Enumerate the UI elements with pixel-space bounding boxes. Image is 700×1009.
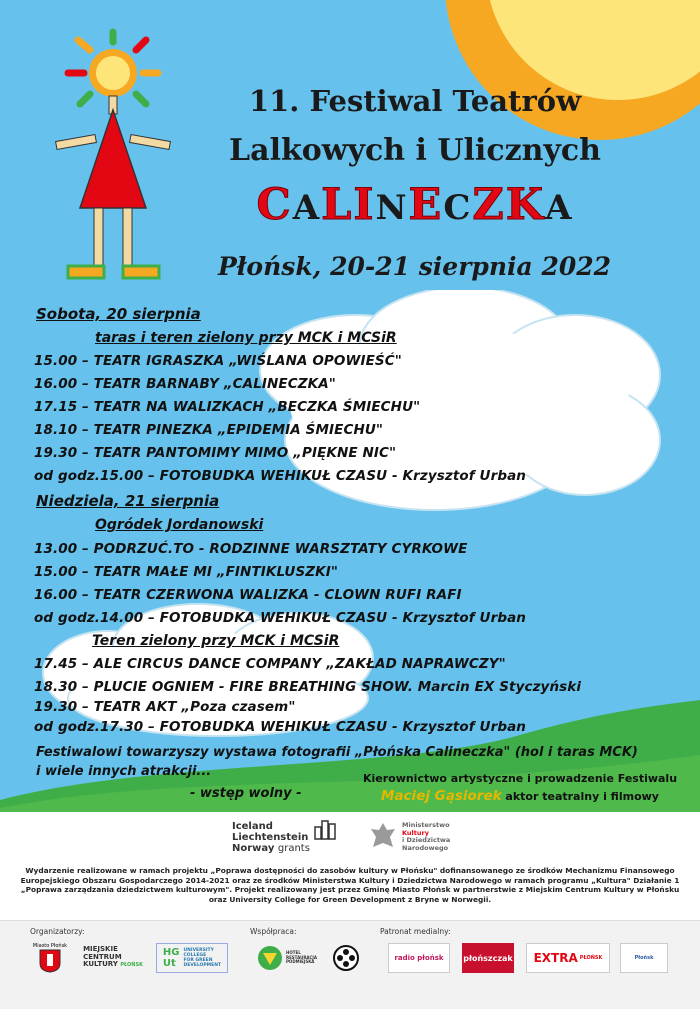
radio-plonsk-logo: radio płońsk xyxy=(388,943,450,973)
media-label: Patronat medialny: xyxy=(380,927,451,936)
title-letter: A xyxy=(545,188,574,228)
film-reel-icon xyxy=(333,945,359,971)
title-letter: C xyxy=(443,188,473,228)
free-entry-note: - wstęp wolny - xyxy=(190,786,302,801)
schedule-item: od godz.15.00 – FOTOBUDKA WEHIKUŁ CZASU - Krzysztof Urban xyxy=(34,468,527,484)
eea-grants-word: grants xyxy=(277,842,310,854)
schedule-item: 17.15 – TEATR NA WALIZKACH „BECZKA ŚMIECHU" xyxy=(34,399,421,415)
director-name: Maciej Gąsiorek xyxy=(381,788,502,804)
title-letter: K xyxy=(505,180,546,230)
ministry-line: i Dziedzictwa xyxy=(402,836,451,844)
mck-city: PŁOŃSK xyxy=(120,962,143,969)
ucgd-text xyxy=(183,948,221,968)
schedule-item: 13.00 – PODRZUĆ.TO - RODZINNE WARSZTATY CYRKOWE xyxy=(34,541,468,557)
director-role: aktor teatralny i filmowy xyxy=(501,790,659,803)
schedule-item: od godz.17.30 – FOTOBUDKA WEHIKUŁ CZASU - Krzysztof Urban xyxy=(34,719,527,735)
sunday-venue-2: Teren zielony przy MCK i MCSiR xyxy=(92,633,340,649)
saturday-venue: taras i teren zielony przy MCK i MCSiR xyxy=(95,330,397,346)
title-letter: E xyxy=(408,180,444,230)
ucgd-mark: HG Ut xyxy=(162,947,180,969)
title-letter: C xyxy=(256,180,293,230)
eea-line xyxy=(232,843,310,854)
extra-text: EXTRA xyxy=(533,951,578,965)
eea-line: Iceland xyxy=(232,820,273,832)
partners-footer xyxy=(0,920,700,1009)
ucgd-line: COLLEGE xyxy=(183,953,207,958)
mck-line: KULTURY xyxy=(83,960,118,969)
extra-plonsk-logo xyxy=(526,943,610,973)
eea-grants-text xyxy=(232,821,310,854)
city-coat-of-arms-icon xyxy=(39,949,61,973)
sunday-heading: Niedziela, 21 sierpnia xyxy=(36,492,220,510)
eea-line: Norway xyxy=(232,842,275,854)
mck-line: CENTRUM xyxy=(83,952,122,961)
director-label: Kierownictwo artystyczne i prowadzenie Festiwalu xyxy=(362,772,678,785)
schedule-item: 18.30 – PLUCIE OGNIEM - FIRE BREATHING SHOW. Marcin EX Styczyński xyxy=(34,679,582,695)
plonszczak-logo: płońszczak xyxy=(462,943,514,973)
calineczka-figure-illustration xyxy=(48,28,178,290)
mck-line: MIEJSKIE xyxy=(83,945,118,954)
director-line xyxy=(360,788,680,804)
schedule-item: 15.00 – TEATR IGRASZKA „WIŚLANA OPOWIEŚĆ" xyxy=(34,353,402,369)
ministry-line: Ministerstwo xyxy=(402,821,450,829)
extra-sub: PŁOŃSK xyxy=(579,955,603,961)
ministry-line: Narodowego xyxy=(402,843,449,852)
schedule-item: od godz.14.00 – FOTOBUDKA WEHIKUŁ CZASU - Krzysztof Urban xyxy=(34,610,527,626)
hotel-line: RESTAURACJA xyxy=(285,954,318,960)
ucgd-line: DEVELOPMENT xyxy=(183,963,222,968)
mck-text xyxy=(83,946,143,970)
ministry-logo xyxy=(368,816,478,858)
funding-disclaimer: Wydarzenie realizowane w ramach projektu „Poprawa dostępności do zasobów kultury w Płońsku" dofinansowanego ze środków Mechanizmu Finansowego Europejskiego Obszaru Gospodarczego 2014-2021 oraz ze środków Ministerstwa Kultury i Dziedzictwa Narodowego w ramach programu „Kultura" Działanie 1 „Poprawa zarządzania dziedzictwem kulturowym". Projekt realizowany jest przez Gminę Miasto Płońsk w partnerstwie z Miejskim Centrum Kultury w Płońsku oraz University College for Green Development z Bryne w Norwegii. xyxy=(20,866,680,904)
ucgd-line: FOR GREEN xyxy=(183,958,213,963)
ministry-text xyxy=(402,822,450,852)
ucgd-logo xyxy=(156,943,228,973)
title-letter: N xyxy=(375,188,409,228)
schedule-item: 19.30 – TEATR PANTOMIMY MIMO „PIĘKNE NIC" xyxy=(34,445,397,461)
eagle-emblem-icon xyxy=(368,820,398,854)
hotel-line: PODMIEJSKA xyxy=(285,959,315,965)
festival-date-place: Płońsk, 20-21 sierpnia 2022 xyxy=(218,252,612,281)
schedule-item: 18.10 – TEATR PINEZKA „EPIDEMIA ŚMIECHU" xyxy=(34,422,384,438)
title-letter: I xyxy=(353,180,376,230)
hotel-emblem-icon xyxy=(257,945,283,971)
mck-line xyxy=(83,961,143,970)
eea-grants-icon xyxy=(314,819,336,841)
schedule-item: 19.30 – TEATR AKT „Poza czasem" xyxy=(34,699,296,715)
eea-line: Liechtenstein xyxy=(232,831,309,843)
title-line-1: 11. Festiwal Teatrów xyxy=(248,84,582,118)
title-festival-name xyxy=(180,180,650,230)
schedule-item: 16.00 – TEATR CZERWONA WALIZKA - CLOWN RUFI RAFI xyxy=(34,587,462,603)
cooperation-label: Współpraca: xyxy=(250,927,297,936)
schedule-item: 17.45 – ALE CIRCUS DANCE COMPANY „ZAKŁAD NAPRAWCZY" xyxy=(34,656,506,672)
organizers-label: Organizatorzy: xyxy=(30,927,85,936)
attractions-note: i wiele innych atrakcji... xyxy=(36,764,212,779)
schedule-item: 16.00 – TEATR BARNABY „CALINECZKA" xyxy=(34,376,336,392)
plonsk-net-logo: Płońsk xyxy=(620,943,668,973)
title-line-2: Lalkowych i Ulicznych xyxy=(229,133,601,168)
exhibition-note: Festiwalowi towarzyszy wystawa fotografii „Płońska Calineczka" (hol i taras MCK) xyxy=(36,745,638,760)
schedule-item: 15.00 – TEATR MAŁE MI „FINTIKLUSZKI" xyxy=(34,564,339,580)
title-letter: A xyxy=(292,188,322,228)
film-reel-logo xyxy=(332,943,360,973)
city-plonsk-logo xyxy=(30,943,70,973)
artistic-director xyxy=(360,772,680,804)
sunday-venue-1: Ogródek Jordanowski xyxy=(95,517,264,533)
mck-logo xyxy=(78,943,148,973)
hotel-line: HOTEL xyxy=(285,950,301,956)
ucgd-line: UNIVERSITY xyxy=(183,948,214,953)
saturday-heading: Sobota, 20 sierpnia xyxy=(36,305,201,323)
city-name: Miasto Płońsk xyxy=(32,943,68,949)
hotel-text xyxy=(286,951,317,965)
title-letter: L xyxy=(321,180,354,230)
hotel-logo xyxy=(252,943,322,973)
eea-grants-logo xyxy=(232,816,342,858)
title-letter: Z xyxy=(472,180,506,230)
ministry-line: Kultury xyxy=(402,828,429,837)
